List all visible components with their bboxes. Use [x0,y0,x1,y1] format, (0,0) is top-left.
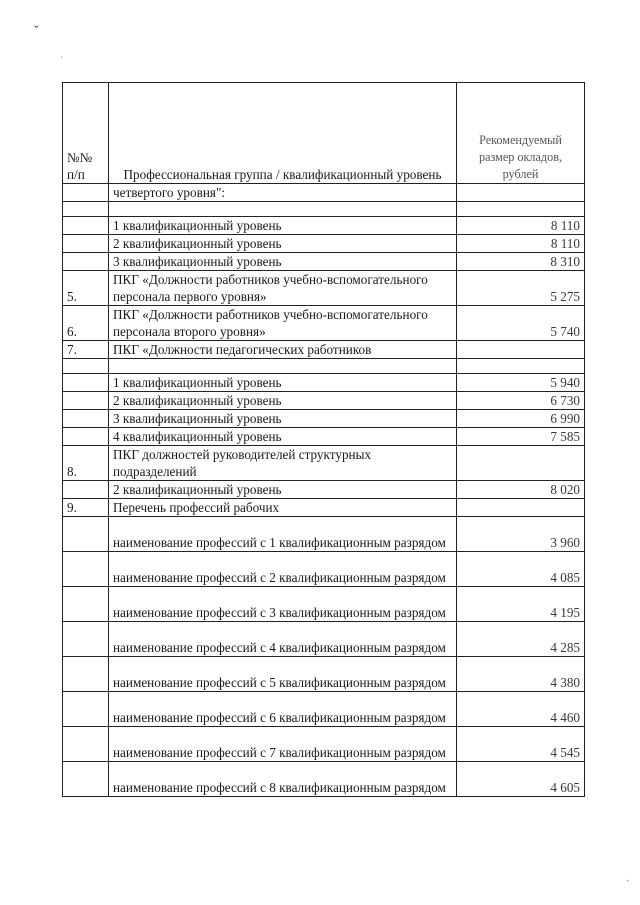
table-row [63,692,585,727]
row-name: 4 квалификационный уровень [109,428,457,446]
row-name: наименование профессий с 5 квалификационным разрядом [109,657,457,692]
table-row [63,727,585,762]
row-number: 7. [63,341,109,359]
row-salary: 3 960 [457,517,585,552]
row-name: ПКГ «Должности работников учебно-вспомогательного персонала второго уровня» [109,306,457,341]
row-number [63,481,109,499]
row-number [63,428,109,446]
row-salary: 4 460 [457,692,585,727]
table-row [63,374,585,392]
row-salary: 5 740 [457,306,585,341]
row-number [63,410,109,428]
row-number: 5. [63,271,109,306]
row-name: 2 квалификационный уровень [109,481,457,499]
row-name: ПКГ «Должности работников учебно-вспомогательного персонала первого уровня» [109,271,457,306]
row-name: ПКГ «Должности педагогических работников [109,341,457,359]
row-number [63,235,109,253]
row-salary: 8 110 [457,235,585,253]
row-salary: 4 085 [457,552,585,587]
row-salary: 6 730 [457,392,585,410]
table-row [63,341,585,359]
row-salary: 8 310 [457,253,585,271]
table-row [63,517,585,552]
row-name: наименование профессий с 3 квалификационным разрядом [109,587,457,622]
row-number [63,253,109,271]
row-name: наименование профессий с 8 квалификационным разрядом [109,762,457,797]
row-salary: 4 605 [457,762,585,797]
row-name: четвертого уровня": [109,184,457,202]
scan-artifact-corner: · [626,876,630,887]
row-number [63,587,109,622]
table-row [63,235,585,253]
row-salary: 5 940 [457,374,585,392]
row-salary [457,359,585,374]
row-name: 2 квалификационный уровень [109,235,457,253]
table-row [63,202,585,217]
table-row [63,499,585,517]
row-name: 2 квалификационный уровень [109,392,457,410]
header-salary: Рекомендуемый размер окладов, рублей [457,83,585,184]
row-salary [457,184,585,202]
table-header-row [63,83,585,184]
row-name: наименование профессий с 7 квалификационным разрядом [109,727,457,762]
row-number [63,692,109,727]
table-row [63,392,585,410]
row-number [63,184,109,202]
row-name [109,359,457,374]
row-number [63,517,109,552]
row-number: 6. [63,306,109,341]
row-name: Перечень профессий рабочих [109,499,457,517]
row-salary [457,446,585,481]
table-row [63,410,585,428]
salary-table [62,82,585,797]
row-number [63,727,109,762]
row-salary [457,499,585,517]
table-row [63,622,585,657]
row-number [63,622,109,657]
row-number [63,217,109,235]
row-name: наименование профессий с 6 квалификационным разрядом [109,692,457,727]
row-salary: 6 990 [457,410,585,428]
table-row [63,428,585,446]
row-name: наименование профессий с 2 квалификационным разрядом [109,552,457,587]
row-number [63,359,109,374]
row-number [63,202,109,217]
row-salary [457,202,585,217]
row-salary: 4 285 [457,622,585,657]
row-number: 8. [63,446,109,481]
row-salary: 4 380 [457,657,585,692]
table-row [63,253,585,271]
row-salary [457,341,585,359]
table-row [63,552,585,587]
row-salary: 8 020 [457,481,585,499]
row-salary: 5 275 [457,271,585,306]
table-row [63,271,585,306]
row-number: 9. [63,499,109,517]
row-name: наименование профессий с 4 квалификационным разрядом [109,622,457,657]
row-salary: 8 110 [457,217,585,235]
table-row [63,306,585,341]
row-name: 3 квалификационный уровень [109,253,457,271]
scan-artifact-mark: ˇ [34,24,39,39]
table-row [63,657,585,692]
scan-artifact-dot: · [60,52,63,62]
row-number [63,552,109,587]
row-name [109,202,457,217]
table-row [63,359,585,374]
table-row [63,446,585,481]
row-number [63,392,109,410]
row-salary: 7 585 [457,428,585,446]
row-name: 1 квалификационный уровень [109,374,457,392]
row-name: ПКГ должностей руководителей структурных подразделений [109,446,457,481]
row-salary: 4 195 [457,587,585,622]
row-name: 3 квалификационный уровень [109,410,457,428]
table-body [63,184,585,797]
row-salary: 4 545 [457,727,585,762]
row-name: 1 квалификационный уровень [109,217,457,235]
table-row [63,184,585,202]
row-name: наименование профессий с 1 квалификационным разрядом [109,517,457,552]
header-group: Профессиональная группа / квалификационный уровень [109,83,457,184]
table-row [63,481,585,499]
table-row [63,762,585,797]
table-row [63,587,585,622]
header-number: №№ п/п [63,83,109,184]
row-number [63,657,109,692]
row-number [63,374,109,392]
table-row [63,217,585,235]
row-number [63,762,109,797]
